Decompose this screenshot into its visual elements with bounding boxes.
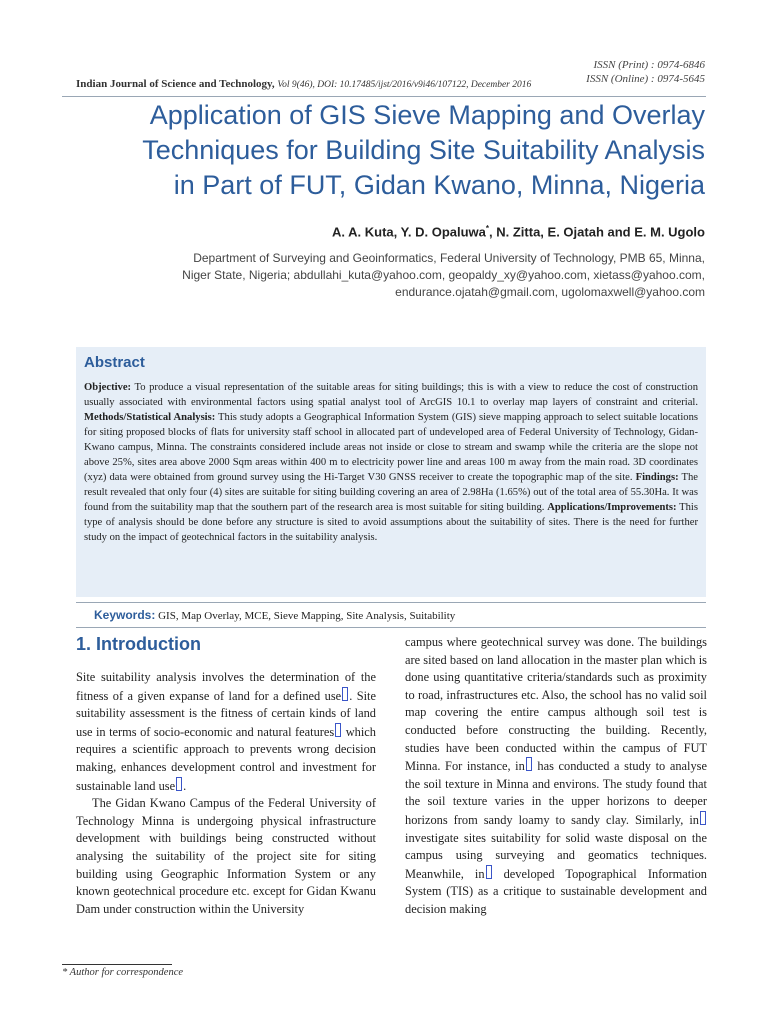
keywords-text: GIS, Map Overlay, MCE, Sieve Mapping, Site Analysis, Suitability — [155, 610, 456, 622]
intro-p1-text-d: . — [183, 778, 187, 793]
affiliation-line-1: Department of Surveying and Geoinformatics, Federal University of Technology, PMB 65, Minna, — [193, 251, 705, 265]
paper-title — [85, 98, 705, 203]
intro-r-text-c: investigate sites suitability for solid waste disposal on the campus using surveying and geomatics techniques. Meanwhile, in — [405, 830, 707, 881]
findings-text: The result revealed that only four (4) sites are suitable for siting building covering an area of 2.98Ha (1.65%) out of the total area of 55.30Ha. It was found from the suitability map that the southern part of the research area is most suitable for siting building. — [84, 472, 698, 513]
journal-name: Indian Journal of Science and Technology, — [76, 78, 275, 90]
header-rule — [62, 96, 706, 97]
abstract-body — [84, 380, 698, 545]
intro-r-text-d: developed Topographical Information System (TIS) as a critique to sustainable development and decision making — [405, 866, 707, 916]
intro-p1-text-a: Site suitability analysis involves the determination of the fitness of a given expanse of land for a defined use — [76, 670, 376, 703]
intro-paragraph-2: The Gidan Kwano Campus of the Federal University of Technology Minna is undergoing physical infrastructure development with buildings being constructed without analysing the suitability of the project site for siting building using Geographic Information System or any known geotechnical procedure etc. except for Gidan Kwanu Dam under construction within the University — [76, 796, 376, 916]
affiliation-line-2: Niger State, Nigeria; abdullahi_kuta@yahoo.com, geopaldy_xy@yahoo.com, xietass@yahoo.com, — [182, 268, 705, 282]
right-column — [405, 634, 707, 919]
author-list — [332, 224, 705, 239]
journal-line — [76, 78, 531, 90]
footnote-rule — [62, 964, 172, 965]
intro-p1-text-b: . Site suitability assessment is the fitness of certain kinds of land use in terms of socio-economic and natural features — [76, 688, 376, 739]
citation-link[interactable] — [700, 811, 706, 825]
introduction-heading: 1. Introduction — [76, 634, 201, 654]
title-line-1: Application of GIS Sieve Mapping and Overlay — [149, 100, 705, 130]
citation-link[interactable] — [486, 865, 492, 879]
objective-text: To produce a visual representation of the suitable areas for siting buildings; this is with a view to reduce the cost of construction usually associated with environmental factors using spatial analyst tool of ArcGIS 10.1 to overlay map layers of constraint and criterial. — [84, 382, 698, 408]
issn-print: ISSN (Print) : 0974-6846 — [593, 59, 705, 71]
abstract-heading: Abstract — [84, 354, 145, 371]
left-column — [76, 669, 376, 918]
title-line-2: Techniques for Building Site Suitability Analysis — [142, 135, 705, 165]
applications-label: Applications/Improvements: — [547, 502, 677, 513]
title-line-3: in Part of FUT, Gidan Kwano, Minna, Nigeria — [173, 170, 705, 200]
keywords-rule-top — [76, 602, 706, 603]
journal-meta: Vol 9(46), DOI: 10.17485/ijst/2016/v9i46/107122, December 2016 — [277, 80, 532, 90]
methods-text: This study adopts a Geographical Information System (GIS) sieve mapping approach to select suitable locations for siting proposed blocks of flats for university staff school in allocated part of undeveloped area of Federal University of Technology, Gidan-Kwano campus, Minna. The constraints considered include areas not inside or close to stream and swamp while the criteria are the slope not above 25%, sites area above 2000 Sqm areas within 400 m to electricity power line and areas 100 m away from the main road. 3D coordinates (xyz) data were obtained from ground survey using the Hi-Target V30 GNSS receiver to create the topographic map of the site. — [84, 412, 698, 483]
findings-label: Findings: — [635, 472, 679, 483]
issn-online: ISSN (Online) : 0974-5645 — [586, 73, 705, 85]
affiliation — [145, 250, 705, 301]
intro-r-text-a: campus where geotechnical survey was done. The buildings are sited based on land allocation in the master plan which is done using quantitative criteria/standards such as proximity to road, infrastructures etc. Also, the school has no valid soil map covering the entire campus although soil test is conducted before constructing the building. Recently, studies have been conducted within the campus of FUT Minna. For instance, in — [405, 635, 707, 774]
affiliation-line-3: endurance.ojatah@gmail.com, ugolomaxwell@yahoo.com — [395, 285, 705, 299]
issn-block — [586, 58, 705, 86]
correspondence-marker: * — [485, 224, 490, 233]
authors-part-1: A. A. Kuta, Y. D. Opaluwa — [332, 224, 486, 240]
intro-r-text-b: has conducted a study to analyse the soil texture in Minna and environs. The study found that the soil texture varies in the upper horizons to deeper horizons from sandy loamy to sandy clay. Similarly, in — [405, 759, 707, 827]
keywords-rule-bottom — [76, 627, 706, 628]
intro-paragraph-1 — [76, 669, 376, 795]
keywords-label: Keywords: — [94, 608, 156, 622]
footnote: * Author for correspondence — [62, 967, 184, 978]
applications-text: This type of analysis should be done before any structure is sited to avoid assumptions about the suitability of sites. There is the need for further study on the impact of geotechnical factors in the suitability analysis. — [84, 502, 698, 543]
keywords — [94, 608, 455, 622]
authors-part-2: , N. Zitta, E. Ojatah and E. M. Ugolo — [489, 224, 705, 240]
citation-link[interactable] — [526, 757, 532, 771]
intro-paragraph-continued — [405, 634, 707, 919]
citation-link[interactable] — [176, 777, 182, 791]
citation-link[interactable] — [342, 687, 348, 701]
methods-label: Methods/Statistical Analysis: — [84, 412, 216, 423]
citation-link[interactable] — [335, 723, 341, 737]
objective-label: Objective: — [84, 382, 132, 393]
intro-p1-text-c: which requires a scientific approach to prevents wrong decision making, enhances development control and investment for sustainable land use — [76, 724, 376, 793]
